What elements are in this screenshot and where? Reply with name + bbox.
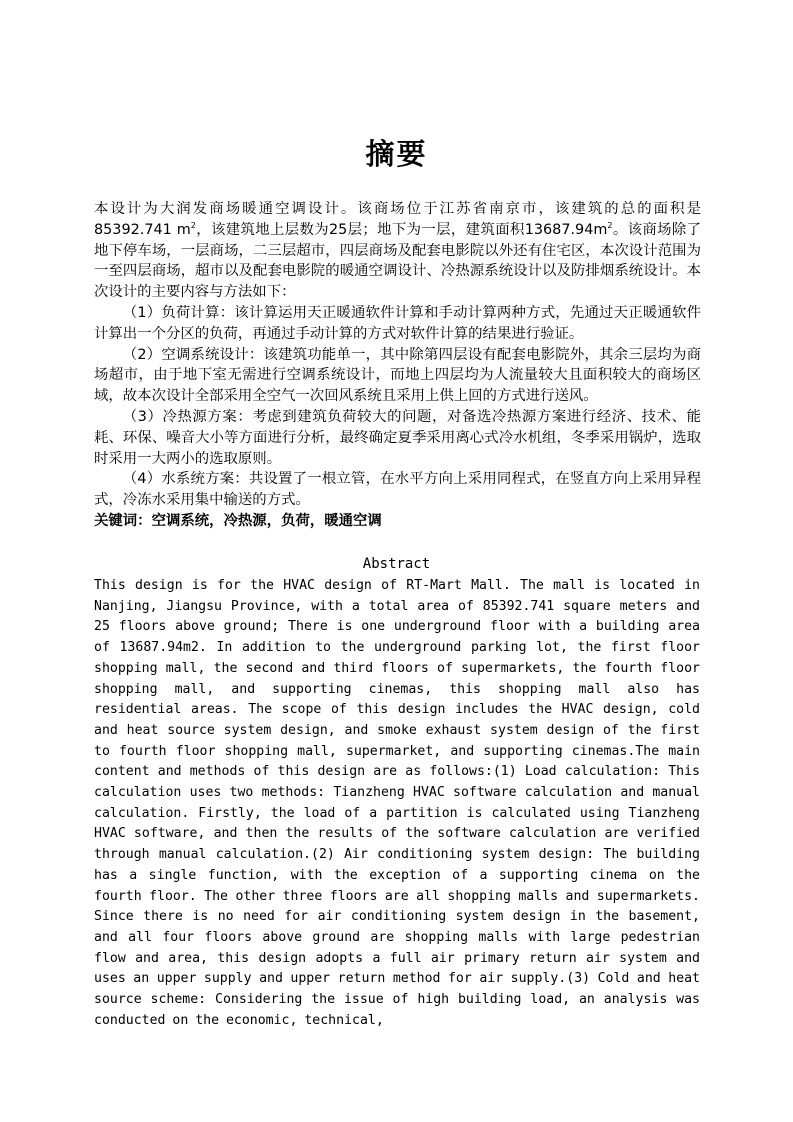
abstract-body [94, 576, 700, 1031]
abstract-paragraph: This design is for the HVAC design of RT-Mart Mall. The mall is located in Nanjing, Jiangsu Province, with a total area of 85392.741 square meters and 25 floors above ground; There is one underground floor with a building area of 13687.94m2. In addition to the underground parking lot, the first floor shopping mall, the second and third floors of supermarkets, the fourth floor shopping mall, and supporting cinemas, this shopping mall also has residential areas. The scope of this design includes the HVAC design, cold and heat source system design, and smoke exhaust system design of the first to fourth floor shopping mall, supermarket, and supporting cinemas.The main content and methods of this design are as follows:(1) Load calculation: This calculation uses two methods: Tianzheng HVAC software calculation and manual calculation. Firstly, the load of a partition is calculated using Tianzheng HVAC software, and then the results of the software calculation are verified through manual calculation.(2) Air conditioning system design: The building has a single function, with the exception of a supporting cinema on the fourth floor. The other three floors are all shopping malls and supermarkets. Since there is no need for air conditioning system design in the basement, and all four floors above ground are shopping malls with large pedestrian flow and area, this design adopts a full air primary return air system and uses an upper supply and upper return method for air supply.(3) Cold and heat source scheme: Considering the issue of high building load, an analysis was conducted on the economic, technical, [94, 578, 700, 1028]
summary-text-part: ，该建筑地上层数为25层；地下为一层，建筑面积13687.94m [195, 221, 608, 238]
chinese-summary [94, 199, 701, 532]
summary-text-part: 。该商场除了地下停车场，一层商场，二三层超市，四层商场及配套电影院以外还有住宅区，本次设计范围为一至四层商场，超市以及配套电影院的暖通空调设计、冷热源系统设计以及防排烟系统设计。本次设计的主要内容与方法如下： [94, 221, 701, 301]
page-title: 摘要 [365, 137, 428, 171]
superscript: 2 [190, 220, 196, 230]
summary-item-heat-cold-source: （3）冷热源方案：考虑到建筑负荷较大的问题，对备选冷热源方案进行经济、技术、能耗、环保、噪音大小等方面进行分析，最终确定夏季采用离心式冷水机组，冬季采用锅炉，选取时采用一大两小的选取原则。 [94, 408, 701, 467]
abstract-title: Abstract [362, 556, 431, 572]
superscript: 2 [607, 220, 613, 230]
summary-item-water-system: （4）水系统方案：共设置了一根立管，在水平方向上采用同程式，在竖直方向上采用异程式，冷冻水采用集中输送的方式。 [94, 471, 701, 509]
keywords-line: 关键词：空调系统，冷热源，负荷，暖通空调 [94, 512, 382, 529]
summary-item-ac-system: （2）空调系统设计：该建筑功能单一，其中除第四层设有配套电影院外，其余三层均为商场超市，由于地下室无需进行空调系统设计，而地上四层均为人流量较大且面积较大的商场区域，故本次设计全部采用全空气一次回风系统且采用上供上回的方式进行送风。 [94, 346, 701, 405]
summary-paragraph-intro [94, 199, 701, 303]
summary-item-load-calculation: （1）负荷计算：该计算运用天正暖通软件计算和手动计算两种方式，先通过天正暖通软件计算出一个分区的负荷，再通过手动计算的方式对软件计算的结果进行验证。 [94, 304, 701, 342]
summary-text-part: 本设计为大润发商场暖通空调设计。该商场位于江苏省南京市，该建筑的总的面积是85392.741 m [94, 201, 701, 238]
